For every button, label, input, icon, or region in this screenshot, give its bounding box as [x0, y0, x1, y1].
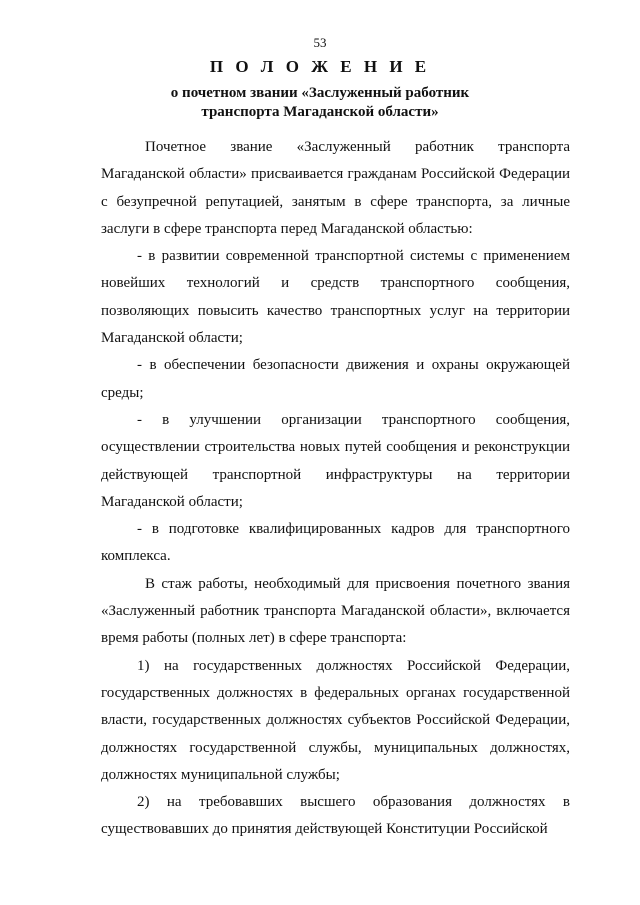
list-item-organization: - в улучшении организации транспортного сообщения, осуществлении строительства новых путей сообщения и реконструкции действующей транспортной инфраструктуры на территории Магаданской области;	[101, 411, 570, 510]
list-item-higher-education-positions: 2) на требовавших высшего образования должностях в существовавших до принятия действующей Конституции Российской	[101, 794, 570, 838]
page-number: 53	[313, 35, 327, 50]
subtitle-line-2: транспорта Магаданской области»	[201, 104, 439, 120]
list-item-training: - в подготовке квалифицированных кадров для транспортного комплекса.	[101, 521, 570, 565]
list-item-safety: - в обеспечении безопасности движения и охраны окружающей среды;	[101, 357, 570, 401]
document-subtitle	[0, 84, 640, 122]
paragraph-seniority: В стаж работы, необходимый для присвоения почетного звания «Заслуженный работник транспорта Магаданской области», включается время работы (полных лет) в сфере транспорта:	[101, 575, 570, 647]
paragraph-intro: Почетное звание «Заслуженный работник транспорта Магаданской области» присваивается гражданам Российской Федерации с безупречной репутацией, занятым в сфере транспорта, за личные заслуги в сфере транспорта перед Магаданской областью:	[101, 139, 570, 237]
subtitle-line-1: о почетном звании «Заслуженный работник	[170, 85, 470, 101]
list-item-development: - в развитии современной транспортной системы с применением новейших технологий и средств транспортного сообщения, позволяющих повысить качество транспортных услуг на территории Магаданской области;	[101, 248, 570, 347]
document-body	[101, 134, 570, 844]
list-item-state-positions: 1) на государственных должностях Российской Федерации, государственных должностях в федеральных органах государственной власти, государственных должностях субъектов Российской Федерации, должностях государственной службы, муниципальных должностях, должностях муниципальной службы;	[101, 657, 570, 783]
document-title: П О Л О Ж Е Н И Е	[209, 57, 431, 76]
